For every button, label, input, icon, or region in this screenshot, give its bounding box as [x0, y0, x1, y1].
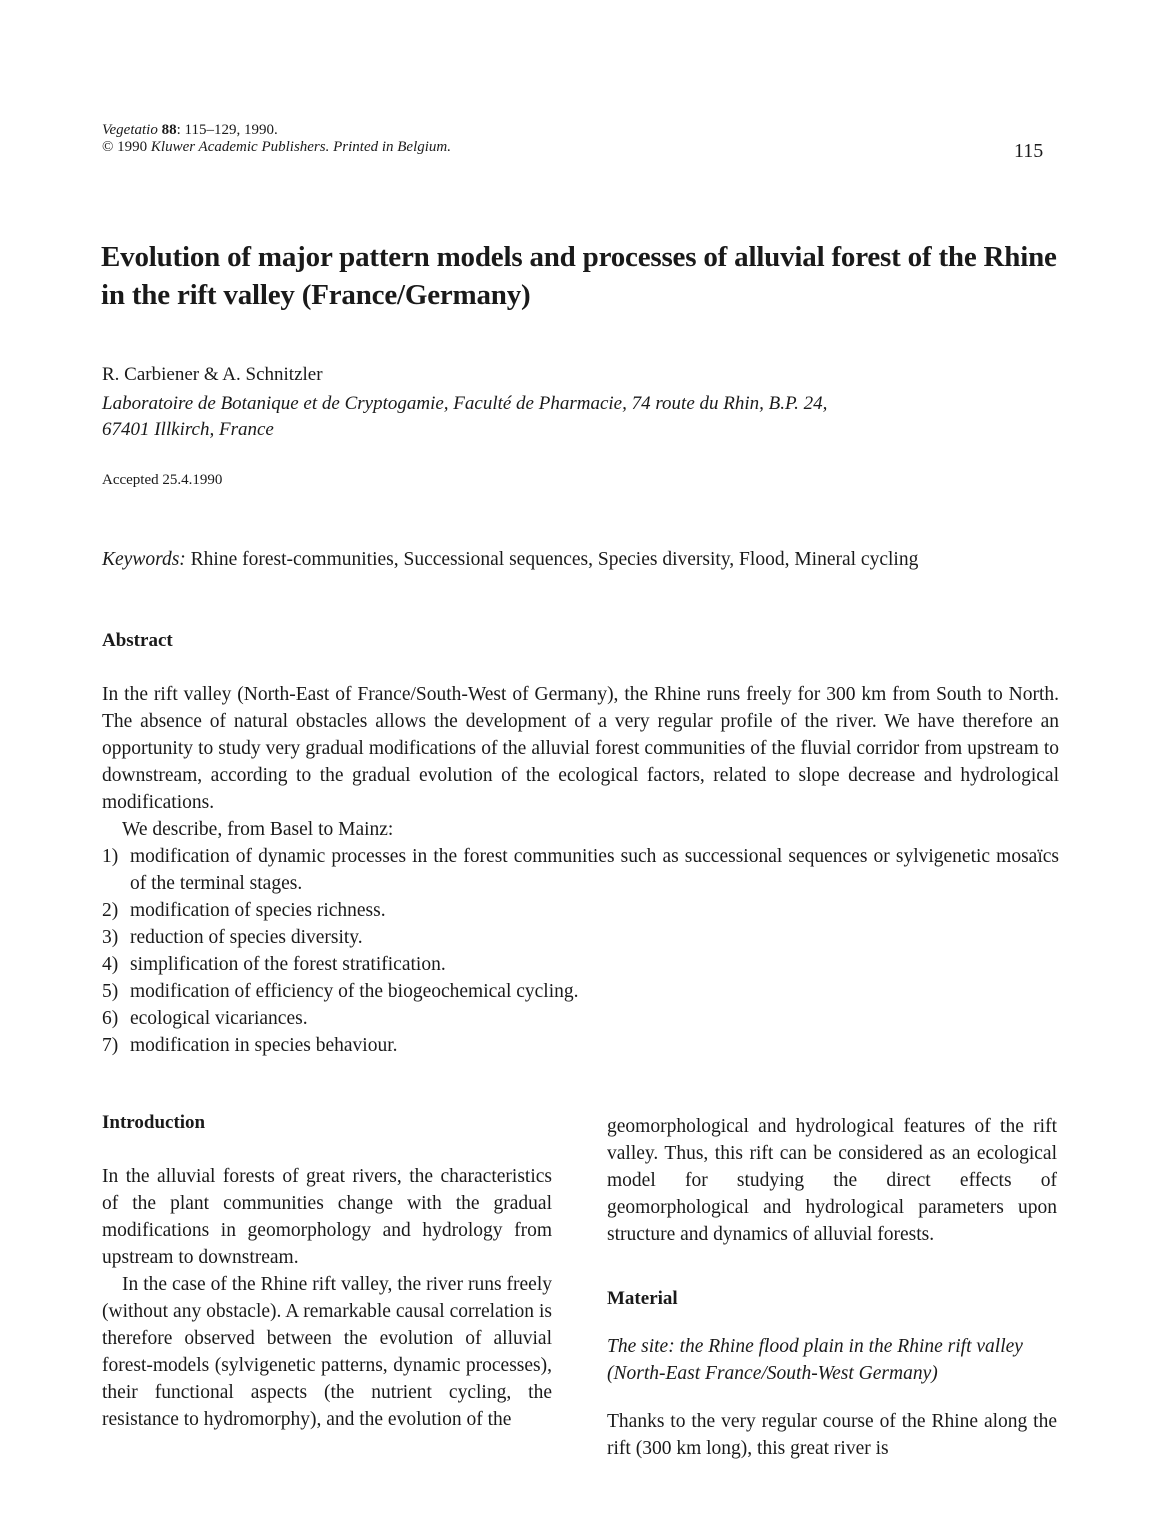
abstract-paragraph: In the rift valley (North-East of France/South-West of Germany), the Rhine runs freely for 300 km from South to North. The absence of natural obstacles allows the development of a very regular profile of the river. We have therefore an opportunity to study very gradual modifications of the alluvial forest communities of the fluvial corridor from upstream to downstream, according to the gradual evolution of the ecological factors, related to slope decrease and hydrological modifications.	[102, 684, 1059, 813]
list-item	[102, 1032, 1059, 1059]
journal-pages-year: : 115–129, 1990.	[176, 122, 278, 138]
list-item-number: 4)	[102, 954, 119, 975]
list-item-number: 1)	[102, 846, 119, 867]
list-item-text: modification in species behaviour.	[130, 1035, 398, 1056]
keywords	[102, 549, 1072, 571]
paper-title: Evolution of major pattern models and processes of alluvial forest of the Rhine in the rift valley (France/Germany)	[101, 241, 1057, 311]
list-item-number: 6)	[102, 1008, 119, 1029]
introduction-paragraph: geomorphological and hydrological features of the rift valley. Thus, this rift can be considered as an ecological model for studying the direct effects of geomorphological and hydrological parameters upon structure and dynamics of alluvial forests.	[607, 1116, 1057, 1245]
list-item-text: modification of efficiency of the biogeochemical cycling.	[130, 981, 579, 1002]
journal-name: Vegetatio	[102, 122, 158, 138]
keywords-text: Rhine forest-communities, Successional sequences, Species diversity, Flood, Mineral cycling	[190, 549, 919, 570]
journal-volume-line	[102, 122, 451, 139]
list-item-text: ecological vicariances.	[130, 1008, 308, 1029]
introduction-body	[102, 1163, 552, 1433]
list-item	[102, 924, 1059, 951]
author-affiliation	[102, 391, 1002, 443]
affiliation-line: 67401 Illkirch, France	[102, 419, 274, 440]
material-body	[607, 1408, 1057, 1462]
introduction-heading: Introduction	[102, 1112, 206, 1133]
introduction-paragraph: In the case of the Rhine rift valley, the river runs freely (without any obstacle). A remarkable causal correlation is therefore observed between the evolution of alluvial forest-models (sylvigenetic patterns, dynamic processes), their functional aspects (the nutrient cycling, the resistance to hydromorphy), and the evolution of the	[102, 1274, 552, 1430]
material-heading: Material	[607, 1288, 678, 1309]
list-item-text: simplification of the forest stratification.	[130, 954, 446, 975]
list-item-number: 2)	[102, 900, 119, 921]
keywords-label: Keywords:	[102, 549, 186, 570]
list-item	[102, 951, 1059, 978]
list-item-number: 3)	[102, 927, 119, 948]
list-item	[102, 843, 1059, 897]
affiliation-line: Laboratoire de Botanique et de Cryptogamie, Faculté de Pharmacie, 74 route du Rhin, B.P. 24,	[102, 393, 828, 414]
journal-volume: 88	[161, 122, 177, 138]
introduction-paragraph: In the alluvial forests of great rivers, the characteristics of the plant communities change with the gradual modifications in geomorphology and hydrology from upstream to downstream.	[102, 1166, 552, 1268]
list-item	[102, 978, 1059, 1005]
list-item	[102, 1005, 1059, 1032]
list-item	[102, 897, 1059, 924]
accepted-date: Accepted 25.4.1990	[102, 472, 223, 488]
copyright-line	[102, 139, 451, 156]
introduction-continuation	[607, 1113, 1057, 1248]
abstract-heading: Abstract	[102, 630, 173, 651]
page-number: 115	[1014, 140, 1044, 162]
list-item-text: modification of dynamic processes in the forest communities such as successional sequences or sylvigenetic mosaïcs of the terminal stages.	[130, 846, 1059, 894]
list-item-text: modification of species richness.	[130, 900, 386, 921]
publisher-name: Kluwer Academic Publishers. Printed in Belgium.	[150, 139, 452, 155]
site-subheading: The site: the Rhine flood plain in the Rhine rift valley (North-East France/South-West Germany)	[607, 1336, 1023, 1384]
copyright-year: © 1990	[102, 139, 148, 155]
abstract-intro-line: We describe, from Basel to Mainz:	[122, 819, 394, 840]
material-paragraph: Thanks to the very regular course of the Rhine along the rift (300 km long), this great river is	[607, 1411, 1057, 1459]
author-list: R. Carbiener & A. Schnitzler	[102, 364, 323, 385]
list-item-number: 5)	[102, 981, 119, 1002]
journal-citation	[102, 122, 451, 156]
list-item-number: 7)	[102, 1035, 119, 1056]
list-item-text: reduction of species diversity.	[130, 927, 363, 948]
abstract-list	[102, 843, 1059, 1059]
abstract-body	[102, 681, 1059, 1059]
